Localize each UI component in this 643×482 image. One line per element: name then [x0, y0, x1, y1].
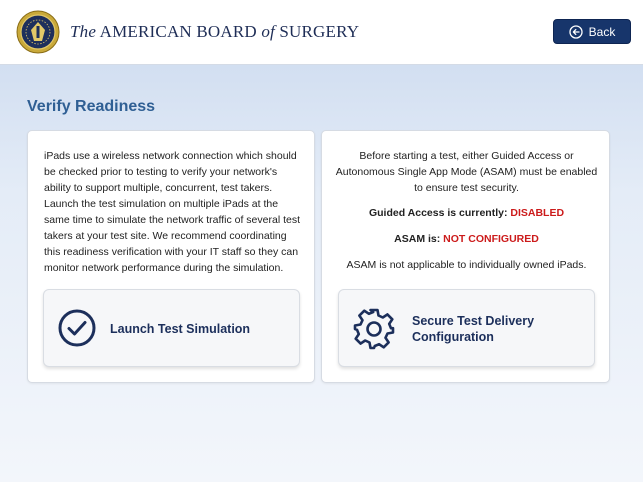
asam-label: ASAM is:: [394, 233, 441, 245]
back-button[interactable]: [553, 19, 631, 44]
guided-access-label: Guided Access is currently:: [368, 207, 508, 219]
abs-seal-logo: [16, 10, 60, 54]
guided-access-status-line: [332, 205, 601, 221]
brand-suffix: SURGERY: [279, 22, 360, 41]
test-security-panel: [321, 130, 610, 383]
brand-prefix: The: [70, 22, 97, 41]
secure-test-delivery-label-line2: Configuration: [412, 330, 494, 344]
network-description: iPads use a wireless network connection which should be checked prior to testing to verify your network's ability to support multiple, concurrent, test takers. Launch the test simulation on multiple iPads at the same time to simulate the network traffic of several test takers at your test site. We recommend coordinating this readiness verification with your IT staff so they can monitor network performance during the simulation.: [44, 150, 300, 274]
app-header: [0, 0, 643, 65]
asam-status-line: [332, 231, 601, 247]
secure-test-delivery-configuration-button[interactable]: [338, 289, 595, 367]
page-title: Verify Readiness: [27, 98, 156, 115]
guided-access-status: DISABLED: [510, 207, 565, 219]
circle-check-icon: [58, 309, 96, 347]
brand-main: AMERICAN BOARD: [99, 22, 257, 41]
secure-test-delivery-label: [412, 313, 534, 345]
brand-of: of: [261, 22, 275, 41]
circle-arrow-left-icon: [569, 25, 583, 39]
brand-title: [70, 22, 359, 42]
launch-test-simulation-button[interactable]: [43, 289, 300, 367]
network-readiness-panel: [27, 130, 315, 383]
asam-status: NOT CONFIGURED: [443, 233, 539, 245]
gear-icon: [352, 307, 396, 351]
asam-note: ASAM is not applicable to individually owned iPads.: [346, 259, 587, 271]
secure-test-delivery-label-line1: Secure Test Delivery: [412, 314, 535, 328]
launch-test-simulation-label: Launch Test Simulation: [110, 322, 251, 336]
security-intro: Before starting a test, either Guided Access or Autonomous Single App Mode (ASAM) must be enabled to ensure test security.: [335, 150, 598, 194]
back-button-label: Back: [588, 24, 616, 39]
